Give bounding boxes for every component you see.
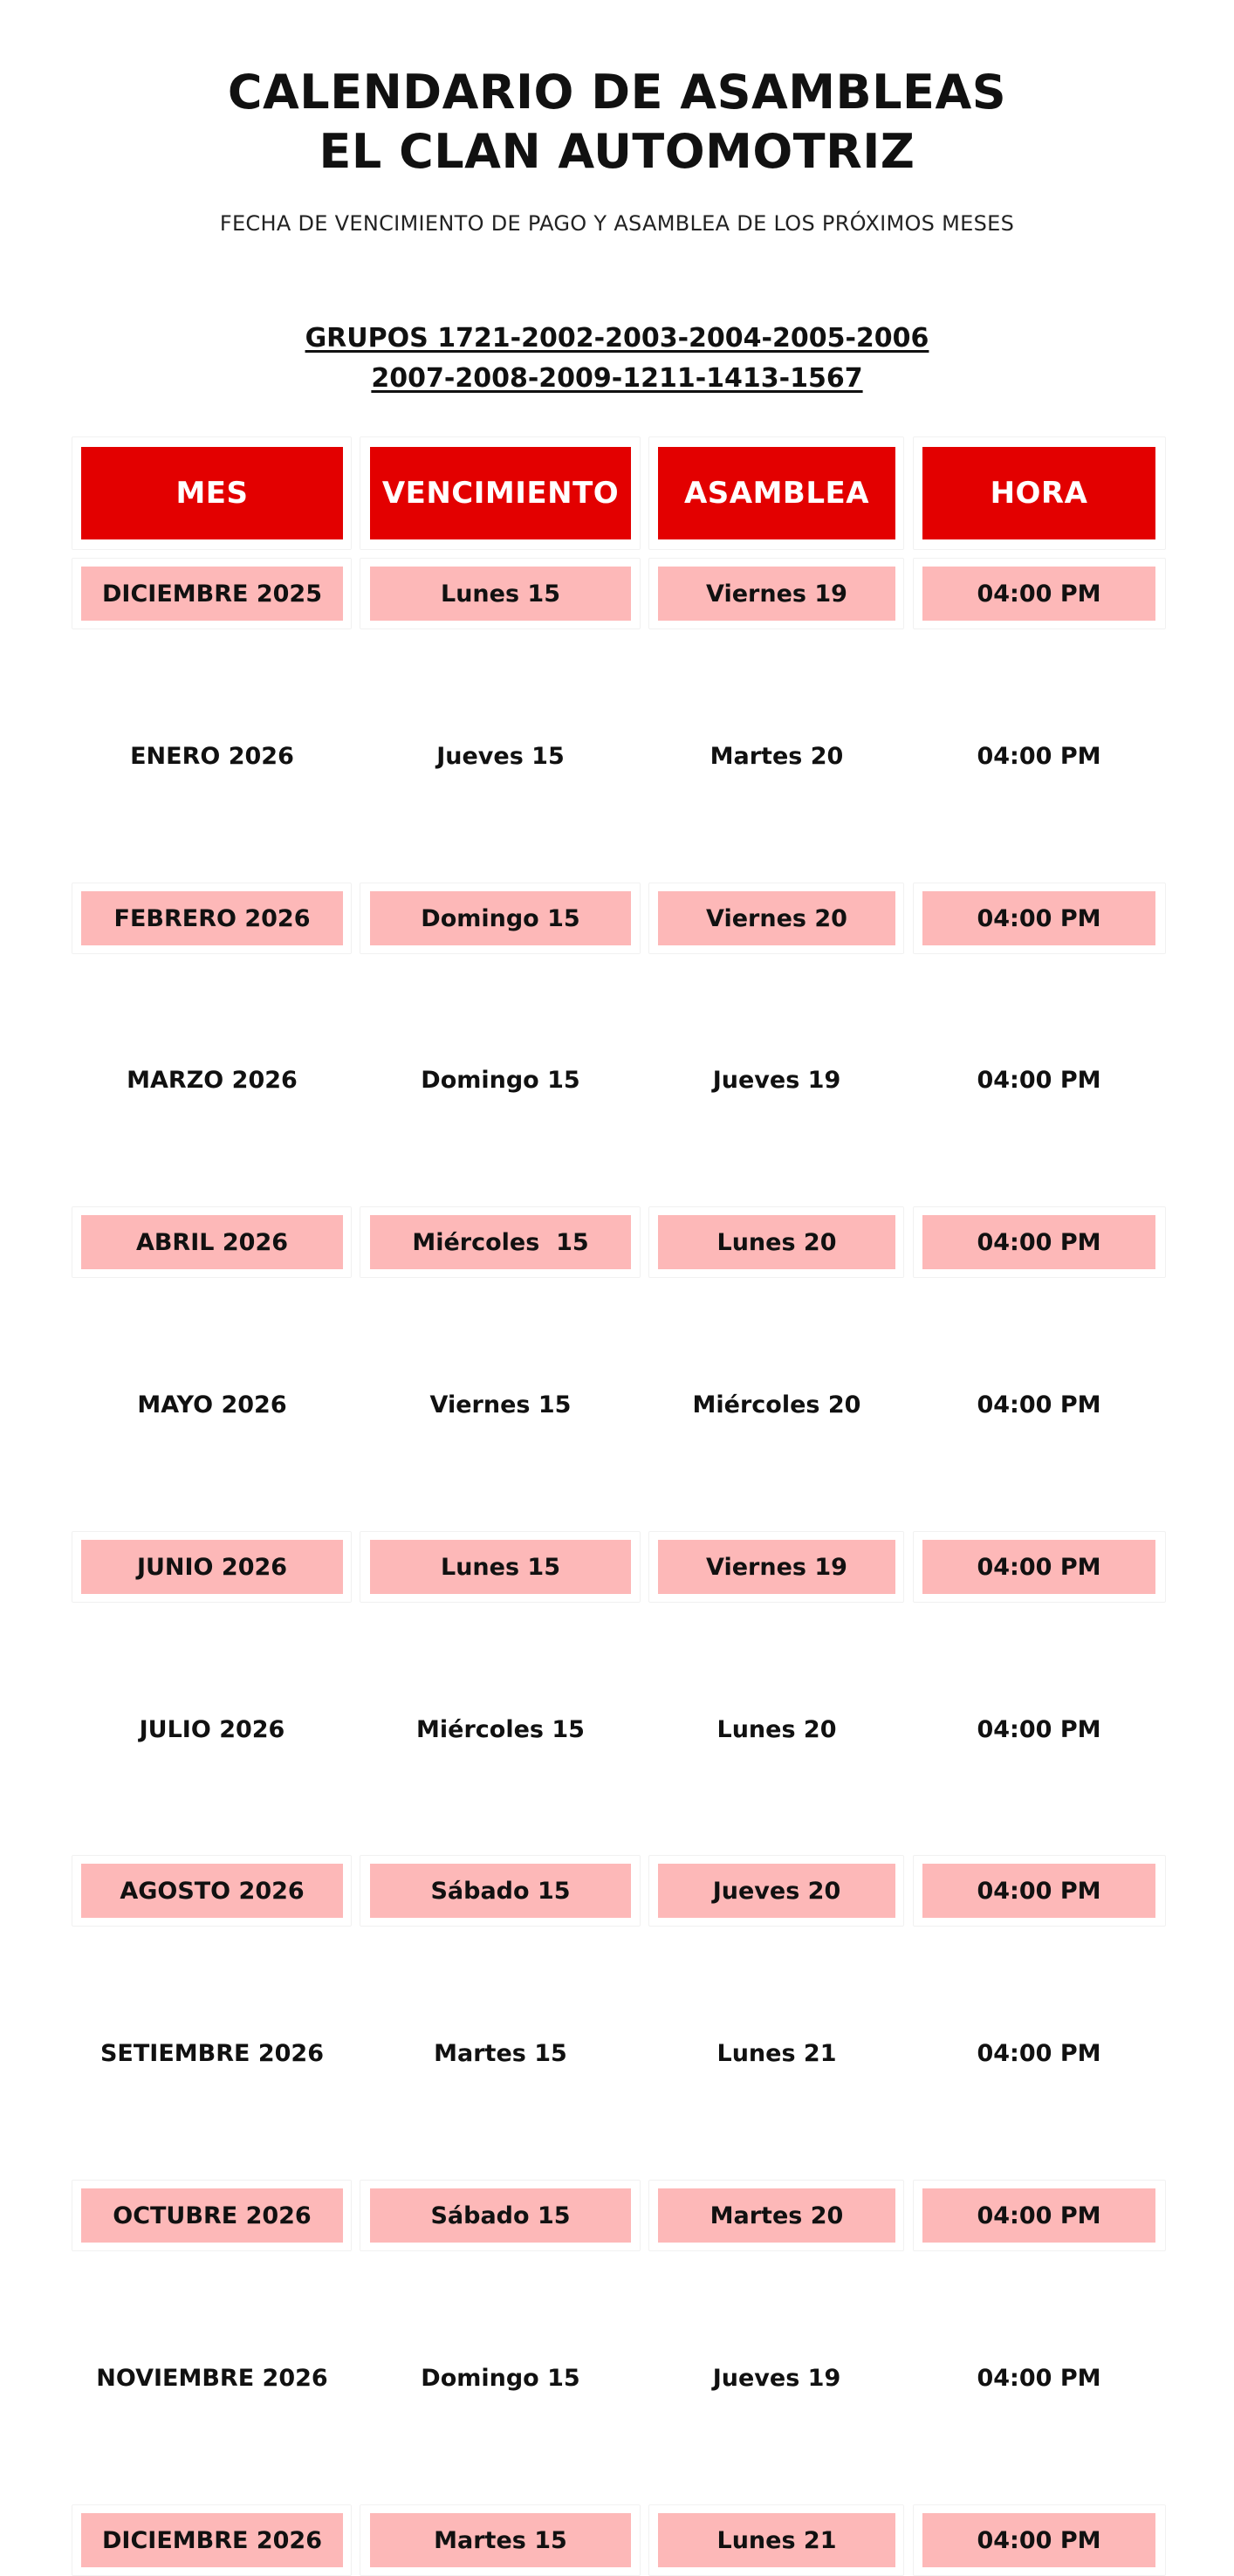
cell-assembly: Jueves 19 [712, 1066, 841, 1094]
cell-assembly: Jueves 19 [712, 2364, 841, 2392]
cell-due-date: Sábado 15 [370, 1864, 631, 1918]
cell-month: NOVIEMBRE 2026 [96, 2364, 328, 2392]
cell-month: JUNIO 2026 [81, 1540, 343, 1594]
cell-due-date: Jueves 15 [436, 742, 565, 770]
cell-due-date: Domingo 15 [370, 891, 631, 945]
groups-line-2: 2007-2008-2009-1211-1413-1567 [371, 363, 863, 394]
cell-month: OCTUBRE 2026 [81, 2188, 343, 2243]
cell-assembly: Martes 20 [710, 742, 844, 770]
cell-month: MAYO 2026 [137, 1391, 287, 1419]
cell-time: 04:00 PM [977, 1391, 1101, 1419]
cell-time: 04:00 PM [977, 742, 1101, 770]
cell-due-date: Viernes 15 [429, 1391, 572, 1419]
cell-month: DICIEMBRE 2025 [81, 567, 343, 621]
cell-month: AGOSTO 2026 [81, 1864, 343, 1918]
header-month: MES [81, 447, 343, 539]
cell-month: SETIEMBRE 2026 [99, 2039, 325, 2067]
cell-assembly: Lunes 20 [716, 1715, 837, 1743]
cell-month: JULIO 2026 [139, 1715, 285, 1743]
cell-due-date: Martes 15 [370, 2513, 631, 2567]
document-title-line-1: CALENDARIO DE ASAMBLEAS [227, 65, 1007, 120]
cell-time: 04:00 PM [977, 2039, 1101, 2067]
cell-due-date: Domingo 15 [421, 1066, 580, 1094]
cell-due-date: Lunes 15 [370, 1540, 631, 1594]
cell-due-date: Miércoles 15 [370, 1215, 631, 1269]
cell-assembly: Lunes 21 [716, 2039, 837, 2067]
cell-assembly: Lunes 21 [658, 2513, 895, 2567]
cell-due-date: Miércoles 15 [416, 1715, 585, 1743]
cell-time: 04:00 PM [977, 1715, 1101, 1743]
cell-time: 04:00 PM [922, 567, 1155, 621]
cell-time: 04:00 PM [922, 2513, 1155, 2567]
cell-due-date: Domingo 15 [421, 2364, 580, 2392]
header-time: HORA [922, 447, 1155, 539]
document-subtitle: FECHA DE VENCIMIENTO DE PAGO Y ASAMBLEA DE LOS PRÓXIMOS MESES [219, 211, 1015, 236]
cell-time: 04:00 PM [922, 891, 1155, 945]
cell-time: 04:00 PM [922, 1864, 1155, 1918]
cell-time: 04:00 PM [922, 1540, 1155, 1594]
document-title-line-2: EL CLAN AUTOMOTRIZ [319, 124, 915, 179]
cell-assembly: Viernes 20 [658, 891, 895, 945]
cell-assembly: Martes 20 [658, 2188, 895, 2243]
cell-assembly: Viernes 19 [658, 567, 895, 621]
cell-time: 04:00 PM [977, 2364, 1101, 2392]
cell-time: 04:00 PM [922, 1215, 1155, 1269]
cell-time: 04:00 PM [977, 1066, 1101, 1094]
cell-month: ABRIL 2026 [81, 1215, 343, 1269]
cell-assembly: Miércoles 20 [692, 1391, 861, 1419]
cell-month: FEBRERO 2026 [81, 891, 343, 945]
groups-line-1: GRUPOS 1721-2002-2003-2004-2005-2006 [305, 323, 929, 354]
cell-assembly: Jueves 20 [658, 1864, 895, 1918]
cell-month: DICIEMBRE 2026 [81, 2513, 343, 2567]
cell-month: ENERO 2026 [130, 742, 294, 770]
cell-due-date: Martes 15 [434, 2039, 567, 2067]
cell-assembly: Viernes 19 [658, 1540, 895, 1594]
header-assembly: ASAMBLEA [658, 447, 895, 539]
cell-month: MARZO 2026 [127, 1066, 298, 1094]
header-due-date: VENCIMIENTO [370, 447, 631, 539]
cell-time: 04:00 PM [922, 2188, 1155, 2243]
cell-due-date: Lunes 15 [370, 567, 631, 621]
cell-due-date: Sábado 15 [370, 2188, 631, 2243]
cell-assembly: Lunes 20 [658, 1215, 895, 1269]
